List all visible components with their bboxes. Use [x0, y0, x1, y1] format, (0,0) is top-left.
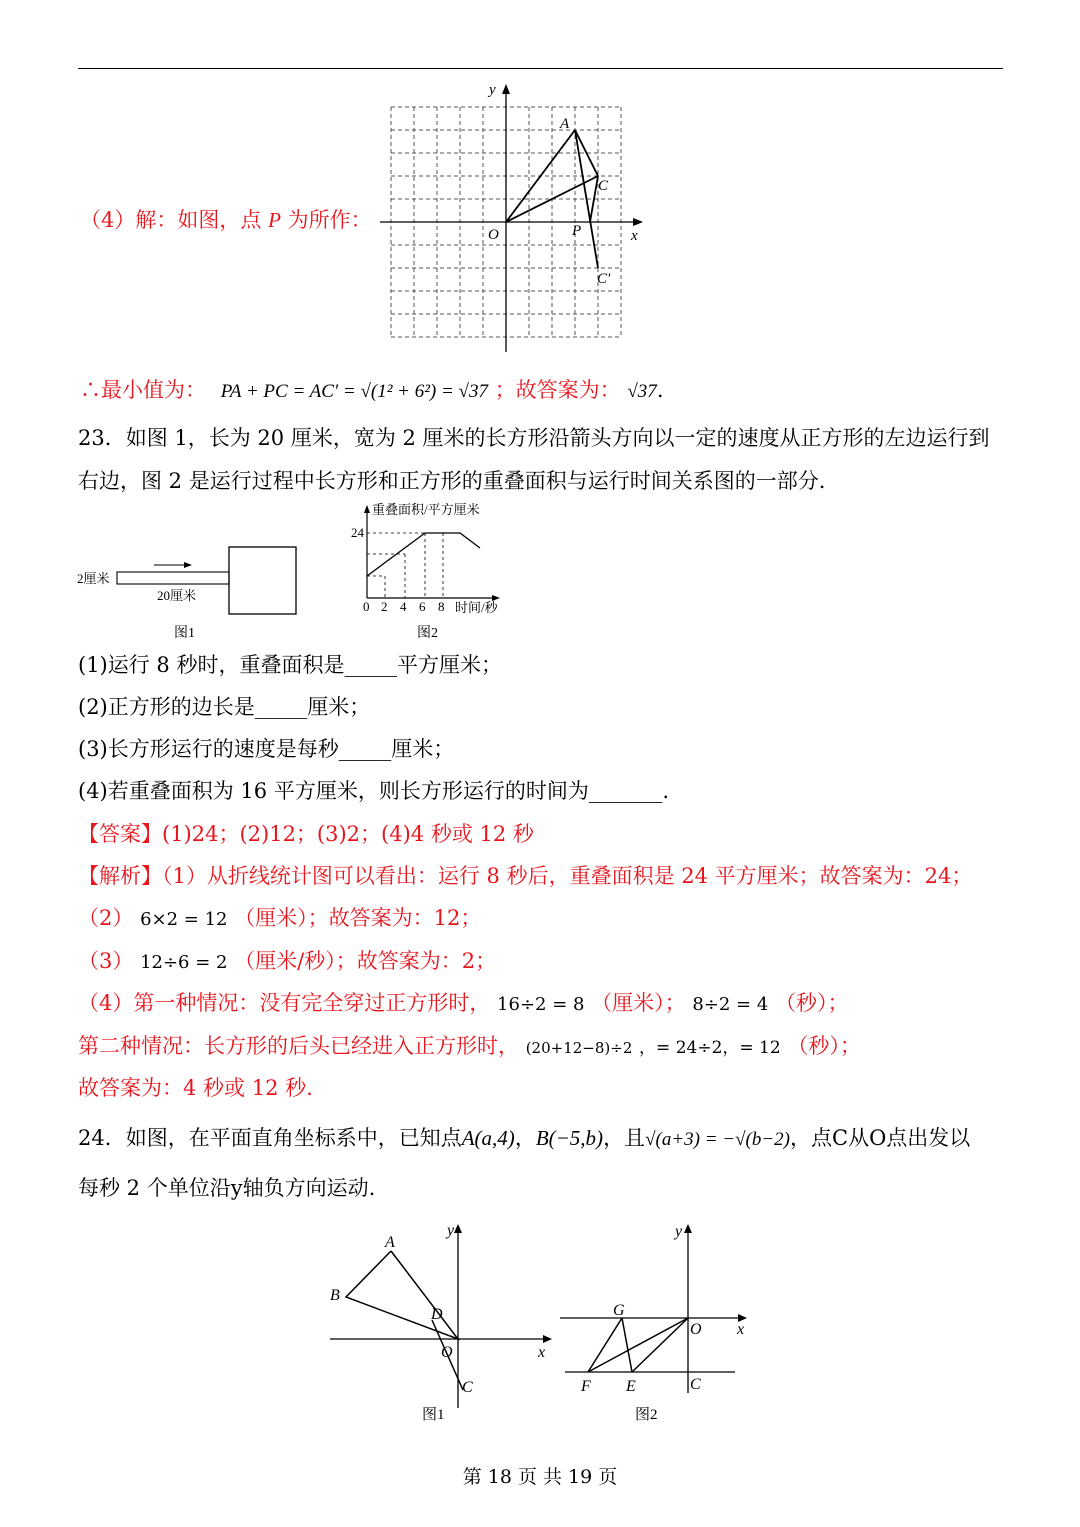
fig1-label-x: x [538, 1344, 546, 1361]
q23-analysis1: 【解析】（1）从折线统计图可以看出：运行 8 秒后，重叠面积是 24 平方厘米；故答案为：24； [78, 864, 973, 888]
fig1-label-y: y [447, 1222, 455, 1239]
q22-part4-text: （4）解：如图，点 P 为所作： [80, 208, 372, 232]
q22-label-x: x [631, 228, 638, 244]
length-label: 20厘米 [157, 588, 197, 603]
q22-grid-figure [375, 80, 655, 355]
fig1-caption: 图1 [422, 1407, 445, 1423]
q23-analysis3: （3） 12÷6 = 2 （厘米/秒）；故答案为：2； [78, 949, 497, 973]
q23-sub3: (3)长方形运行的速度是每秒_____厘米； [78, 737, 455, 761]
fig1-label-B: B [330, 1287, 340, 1304]
q22-label-Cp: C′ [597, 271, 611, 287]
q23-sub4: (4)若重叠面积为 16 平方厘米，则长方形运行的时间为_______. [78, 779, 669, 803]
fig2-ytick: 24 [351, 525, 364, 540]
q22-label-y: y [489, 82, 496, 98]
fig2-label-G: G [613, 1302, 625, 1319]
rectangle [117, 572, 229, 584]
q23-fig1 [74, 540, 314, 645]
q24-fig1 [322, 1218, 557, 1433]
fig2-label-F: F [581, 1378, 591, 1395]
q23-analysis5: 第二种情况：长方形的后头已经进入正方形时， (20+12−8)÷2 ，= 24÷2，= 12 （秒）； [78, 1034, 861, 1058]
page-footer: 第 18 页 共 19 页 [462, 1466, 618, 1488]
overlap-line [367, 533, 480, 576]
fig2-caption: 图2 [417, 626, 438, 641]
fig2-label-y: y [675, 1223, 683, 1240]
fig2-label-O: O [690, 1321, 702, 1338]
q23-analysis4: （4）第一种情况：没有完全穿过正方形时， 16÷2 = 8 （厘米）； 8÷2 = 4 （秒）； [78, 991, 849, 1015]
fig2-xtick-4: 4 [400, 599, 407, 614]
fig2-xtick-2: 2 [381, 599, 388, 614]
q24-stem-line2: 每秒 2 个单位沿y轴负方向运动. [78, 1176, 376, 1200]
width-label: 2厘米 [77, 571, 110, 586]
q23-sub2: (2)正方形的边长是_____厘米； [78, 695, 371, 719]
fig1-label-O: O [441, 1344, 453, 1361]
q23-sub1: (1)运行 8 秒时，重叠面积是_____平方厘米； [78, 653, 502, 677]
fig1-label-D: D [431, 1306, 443, 1323]
fig2-xlabel: 时间/秒 [455, 600, 498, 615]
fig2-ylabel: 重叠面积/平方厘米 [372, 502, 480, 517]
header-rule [78, 68, 1003, 69]
q22-label-P: P [572, 223, 582, 239]
q22-label-O: O [488, 227, 499, 243]
q22-label-A: A [560, 116, 570, 132]
q23-stem-line1: 23．如图 1，长为 20 厘米，宽为 2 厘米的长方形沿箭头方向以一定的速度从正方形的左边运行到 [78, 426, 990, 450]
seg-OA [506, 130, 575, 222]
q23-stem-line2: 右边，图 2 是运行过程中长方形和正方形的重叠面积与运行时间关系图的一部分. [78, 469, 826, 493]
fig2-label-C: C [690, 1376, 701, 1393]
fig1-caption: 图1 [174, 626, 195, 641]
fig1-label-C: C [462, 1379, 473, 1396]
fig2-xtick-8: 8 [438, 599, 445, 614]
q23-analysis2: （2） 6×2 = 12 （厘米）；故答案为：12； [78, 906, 482, 930]
fig2-xtick-6: 6 [419, 599, 426, 614]
fig2-label-E: E [626, 1378, 636, 1395]
fig2-caption: 图2 [635, 1407, 658, 1423]
square [229, 547, 296, 614]
q23-answer: 【答案】(1)24；(2)12；(3)2；(4)4 秒或 12 秒 [78, 822, 534, 846]
fig2-label-x: x [737, 1321, 745, 1338]
q24-stem-line1: 24．如图，在平面直角坐标系中，已知点A(a,4)，B(−5,b)，且√(a+3) = −√(b−2)，点C从O点出发以 [78, 1126, 971, 1150]
q24-fig2 [555, 1218, 760, 1433]
q22-label-C: C [598, 178, 609, 194]
fig1-label-A: A [385, 1234, 395, 1251]
q23-analysis6: 故答案为：4 秒或 12 秒. [78, 1076, 313, 1100]
fig2-xtick-0: 0 [363, 599, 370, 614]
q22-min-line: ∴最小值为： PA + PC = AC′ = √(1² + 6²) = √37 ；故答案为： √37. [80, 378, 664, 402]
q23-fig2-chart [345, 496, 520, 646]
